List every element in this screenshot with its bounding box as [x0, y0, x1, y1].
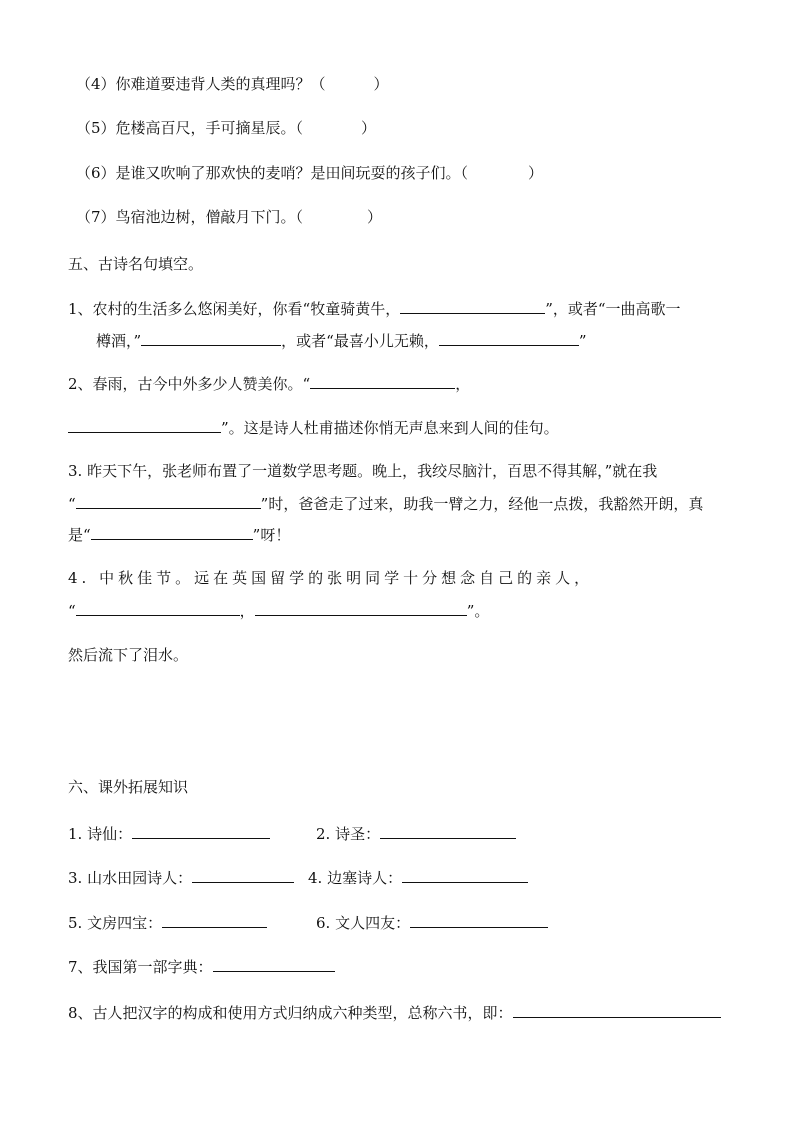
section-6-title: 六、课外拓展知识	[68, 778, 189, 796]
fill-blank[interactable]	[255, 599, 467, 616]
knowledge-item-6: 6. 文人四友：	[316, 911, 548, 933]
fill-blank[interactable]	[439, 329, 579, 346]
fill-q1-line1: 1、农村的生活多么悠闲美好，你看“牧童骑黄牛， ”，或者“一曲高歌一	[68, 297, 681, 319]
question-item-7: （7）鸟宿池边树，僧敲月下门。（ ）	[76, 208, 383, 226]
fill-blank[interactable]	[213, 955, 335, 972]
fill-q3-line2: “ ”时，爸爸走了过来，助我一臂之力，经他一点拨，我豁然开朗，真	[68, 492, 703, 514]
knowledge-item-1: 1. 诗仙：	[68, 822, 270, 844]
question-item-4: （4）你难道要违背人类的真理吗？（ ）	[76, 75, 389, 93]
knowledge-item-3: 3. 山水田园诗人：	[68, 866, 294, 888]
fill-blank[interactable]	[402, 866, 528, 883]
knowledge-item-4: 4. 边塞诗人：	[308, 866, 528, 888]
fill-q1-line2: 樽酒，” ，或者“最喜小儿无赖， ”	[96, 329, 587, 351]
fill-blank[interactable]	[380, 822, 516, 839]
fill-q2-line2: ”。这是诗人杜甫描述你悄无声息来到人间的佳句。	[68, 416, 559, 438]
fill-blank[interactable]	[76, 492, 261, 509]
fill-blank[interactable]	[192, 866, 294, 883]
section-5-title: 五、古诗名句填空。	[68, 255, 204, 273]
question-item-6: （6）是谁又吹响了那欢快的麦哨？是田间玩耍的孩子们。（ ）	[76, 164, 544, 182]
fill-blank[interactable]	[513, 1001, 721, 1018]
fill-q4-line1: 4. 中秋佳节。远在英国留学的张明同学十分想念自己的亲人，	[68, 569, 594, 587]
fill-blank[interactable]	[91, 523, 253, 540]
knowledge-item-8: 8、古人把汉字的构成和使用方式归纳成六种类型，总称六书，即：	[68, 1001, 721, 1023]
fill-q4-line3: 然后流下了泪水。	[68, 646, 189, 664]
fill-blank[interactable]	[132, 822, 270, 839]
knowledge-item-5: 5. 文房四宝：	[68, 911, 267, 933]
fill-q2-line1: 2、春雨，古今中外多少人赞美你。“ ，	[68, 372, 470, 394]
knowledge-item-2: 2. 诗圣：	[316, 822, 516, 844]
knowledge-item-7: 7、我国第一部字典：	[68, 955, 335, 977]
fill-blank[interactable]	[141, 329, 281, 346]
fill-blank[interactable]	[68, 416, 221, 433]
fill-blank[interactable]	[76, 599, 240, 616]
fill-blank[interactable]	[162, 911, 267, 928]
fill-q3-line1: 3. 昨天下午，张老师布置了一道数学思考题。晚上，我绞尽脑汁，百思不得其解，”就在我	[68, 462, 658, 480]
fill-blank[interactable]	[310, 372, 455, 389]
fill-blank[interactable]	[400, 297, 545, 314]
question-item-5: （5）危楼高百尺，手可摘星辰。（ ）	[76, 119, 377, 137]
fill-blank[interactable]	[410, 911, 548, 928]
fill-q3-line3: 是“ ”呀！	[68, 523, 290, 545]
fill-q4-line2: “ ， ”。	[68, 599, 489, 621]
